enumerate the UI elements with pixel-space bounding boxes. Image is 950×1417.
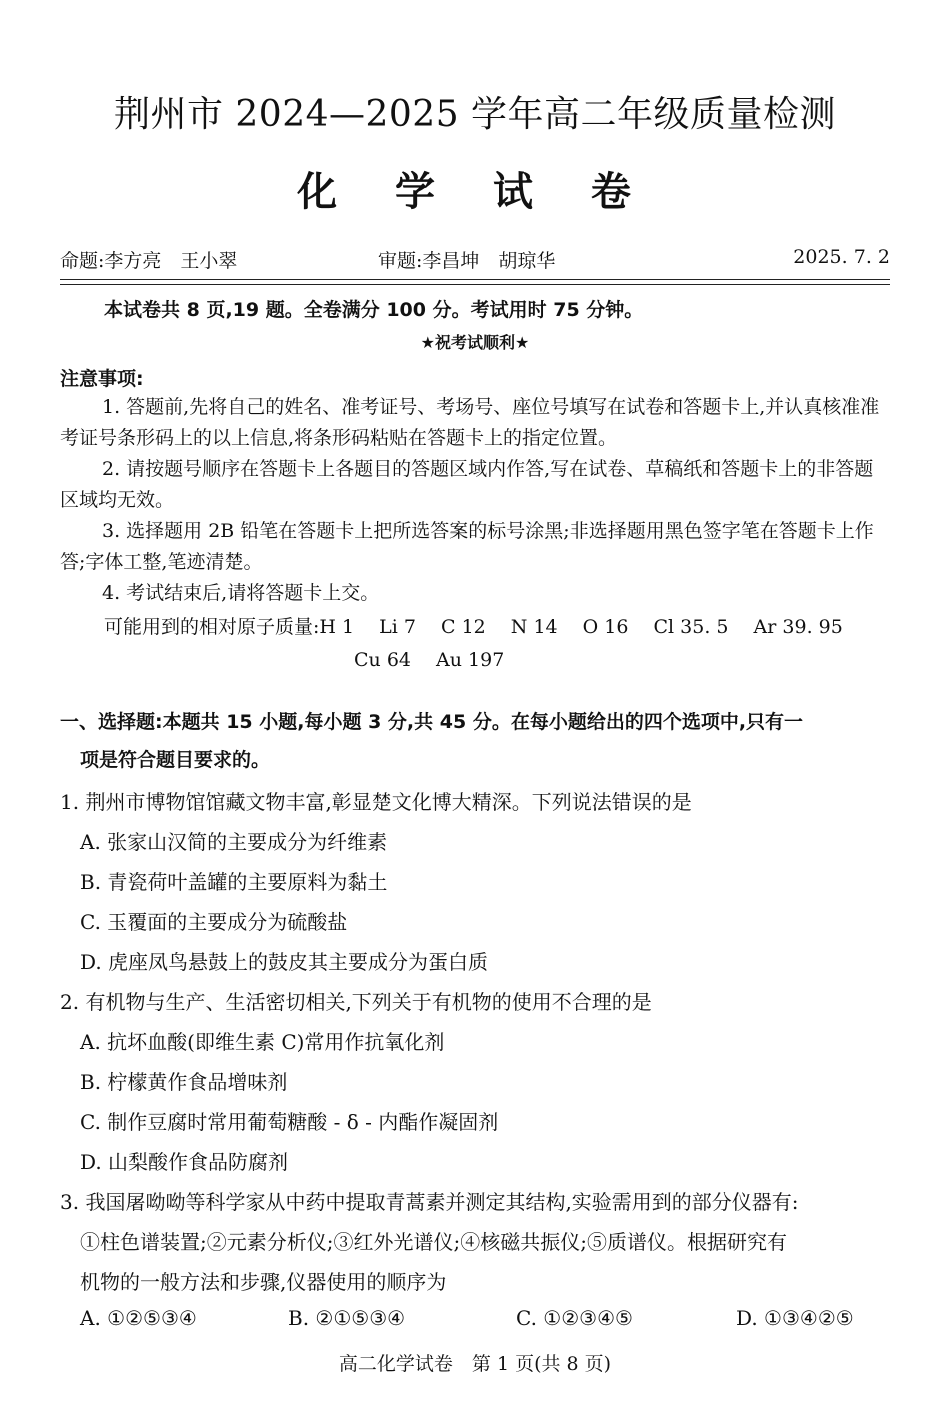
question-3-stem-cont: ①柱色谱装置;②元素分析仪;③红外光谱仪;④核磁共振仪;⑤质谱仪。根据研究有: [80, 1230, 787, 1254]
page-footer: 高二化学试卷 第 1 页(共 8 页): [338, 1353, 612, 1375]
proposer: 命题:李方亮 王小翠: [60, 250, 238, 272]
section-heading: 一、选择题:本题共 15 小题,每小题 3 分,共 45 分。在每小题给出的四个选项中,只有一: [60, 711, 804, 733]
exam-title: 荆州市 2024—2025 学年高二年级质量检测: [113, 94, 837, 135]
blessing: ★祝考试顺利★: [420, 333, 530, 352]
question-3-option-c: C. ①②③④⑤: [516, 1306, 633, 1330]
question-2-option-d: D. 山梨酸作食品防腐剂: [80, 1150, 289, 1174]
reviewer: 审题:李昌坤 胡琼华: [378, 250, 556, 272]
question-2-option-a: A. 抗坏血酸(即维生素 C)常用作抗氧化剂: [80, 1030, 445, 1054]
question-1-option-b: B. 青瓷荷叶盖罐的主要原料为黏土: [80, 870, 388, 894]
question-1-option-d: D. 虎座凤鸟悬鼓上的鼓皮其主要成分为蛋白质: [80, 950, 489, 974]
note-item: 3. 选择题用 2B 铅笔在答题卡上把所选答案的标号涂黑;非选择题用黑色签字笔在答题卡上作答;字体工整,笔迹清楚。: [60, 520, 874, 573]
note-item: 1. 答题前,先将自己的姓名、准考证号、考场号、座位号填写在试卷和答题卡上,并认真核准准考证号条形码上的以上信息,将条形码粘贴在答题卡上的指定位置。: [60, 396, 880, 449]
question-3-stem: 3. 我国屠呦呦等科学家从中药中提取青蒿素并测定其结构,实验需用到的部分仪器有:: [60, 1190, 799, 1214]
question-2-option-c: C. 制作豆腐时常用葡萄糖酸 - δ - 内酯作凝固剂: [80, 1110, 499, 1134]
exam-subject: 化 学 试 卷: [297, 169, 653, 215]
question-1-stem: 1. 荆州市博物馆馆藏文物丰富,彰显楚文化博大精深。下列说法错误的是: [60, 790, 692, 814]
exam-date: 2025. 7. 2: [793, 246, 890, 268]
header-rule-bottom: [60, 284, 890, 285]
question-3-option-b: B. ②①⑤③④: [288, 1306, 406, 1330]
exam-summary: 本试卷共 8 页,19 题。全卷满分 100 分。考试用时 75 分钟。: [104, 299, 644, 321]
atomic-masses-line2: Cu 64 Au 197: [354, 649, 505, 671]
note-item: 2. 请按题号顺序在答题卡上各题目的答题区域内作答,写在试卷、草稿纸和答题卡上的非答题区域均无效。: [60, 458, 874, 511]
question-3-option-a: A. ①②⑤③④: [80, 1306, 197, 1330]
section-heading-cont: 项是符合题目要求的。: [80, 749, 271, 771]
question-2-option-b: B. 柠檬黄作食品增味剂: [80, 1070, 288, 1094]
question-3-stem-cont: 机物的一般方法和步骤,仪器使用的顺序为: [80, 1270, 447, 1294]
question-1-option-c: C. 玉覆面的主要成分为硫酸盐: [80, 910, 348, 934]
notes-heading: 注意事项:: [60, 368, 144, 390]
question-3-option-d: D. ①③④②⑤: [736, 1306, 854, 1330]
question-2-stem: 2. 有机物与生产、生活密切相关,下列关于有机物的使用不合理的是: [60, 990, 652, 1014]
question-1-option-a: A. 张家山汉简的主要成分为纤维素: [80, 830, 388, 854]
note-item: 4. 考试结束后,请将答题卡上交。: [102, 582, 380, 604]
header-rule-top: [60, 279, 890, 280]
atomic-masses-line1: 可能用到的相对原子质量:H 1 Li 7 C 12 N 14 O 16 Cl 35. 5 Ar 39. 95: [104, 616, 843, 638]
